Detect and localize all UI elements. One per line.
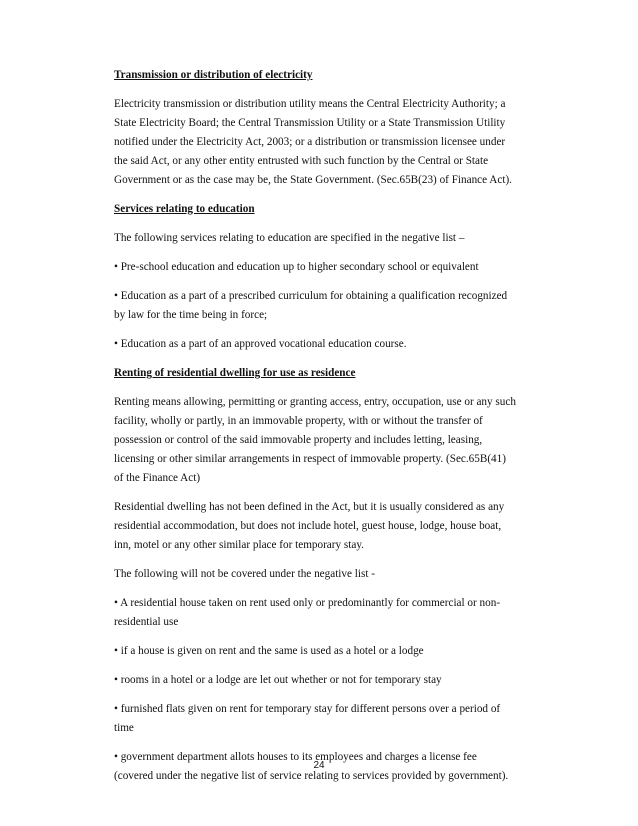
text-line: The following services relating to education are specified in the negative list – <box>114 232 465 244</box>
text-line: the said Act, or any other entity entrusted with such function by the Central or State <box>114 155 489 167</box>
paragraph <box>114 258 566 277</box>
text-line: Renting means allowing, permitting or granting access, entry, occupation, use or any such <box>114 396 516 408</box>
text-line: • A residential house taken on rent used only or predominantly for commercial or non- <box>114 597 501 609</box>
paragraph <box>114 642 566 661</box>
text-line: Government or as the case may be, the State Government. (Sec.65B(23) of Finance Act). <box>114 174 512 186</box>
paragraph <box>114 700 566 738</box>
text-line: • rooms in a hotel or a lodge are let out whether or not for temporary stay <box>114 674 442 686</box>
text-line: by law for the time being in force; <box>114 309 268 321</box>
text-line: • Education as a part of an approved vocational education course. <box>114 338 407 350</box>
text-line: residential accommodation, but does not include hotel, guest house, lodge, house boat, <box>114 520 502 532</box>
paragraph <box>114 565 566 584</box>
text-line: • Pre-school education and education up to higher secondary school or equivalent <box>114 261 479 273</box>
text-line: licensing or other similar arrangements in respect of immovable property. (Sec.65B(41) <box>114 453 506 465</box>
page-content <box>114 66 566 796</box>
text-line: Electricity transmission or distribution utility means the Central Electricity Authority; a <box>114 98 506 110</box>
text-line: • Education as a part of a prescribed curriculum for obtaining a qualification recognized <box>114 290 508 302</box>
text-line: facility, wholly or partly, in an immovable property, with or without the transfer of <box>114 415 483 427</box>
paragraph <box>114 95 566 190</box>
text-line: possession or control of the said immovable property and includes letting, leasing, <box>114 434 483 446</box>
paragraph <box>114 287 566 325</box>
page-number: 24 <box>313 760 325 771</box>
section-heading: Renting of residential dwelling for use as residence <box>114 367 356 379</box>
section-heading: Transmission or distribution of electricity <box>114 69 313 81</box>
section-heading: Services relating to education <box>114 203 255 215</box>
text-line: residential use <box>114 616 179 628</box>
paragraph <box>114 229 566 248</box>
text-line: • if a house is given on rent and the same is used as a hotel or a lodge <box>114 645 424 657</box>
text-line: • government department allots houses to its employees and charges a license fee <box>114 751 477 763</box>
text-line: State Electricity Board; the Central Transmission Utility or a State Transmission Utility <box>114 117 506 129</box>
text-line: of the Finance Act) <box>114 472 201 484</box>
paragraph <box>114 335 566 354</box>
text-line: (covered under the negative list of service relating to services provided by government). <box>114 770 509 782</box>
text-line: inn, motel or any other similar place for temporary stay. <box>114 539 364 551</box>
paragraph <box>114 393 566 488</box>
paragraph <box>114 594 566 632</box>
text-line: • furnished flats given on rent for temporary stay for different persons over a period of <box>114 703 501 715</box>
paragraph <box>114 498 566 555</box>
text-line: The following will not be covered under the negative list - <box>114 568 375 580</box>
text-line: Residential dwelling has not been defined in the Act, but it is usually considered as any <box>114 501 505 513</box>
paragraph <box>114 671 566 690</box>
text-line: time <box>114 722 134 734</box>
text-line: notified under the Electricity Act, 2003; or a distribution or transmission licensee under <box>114 136 506 148</box>
